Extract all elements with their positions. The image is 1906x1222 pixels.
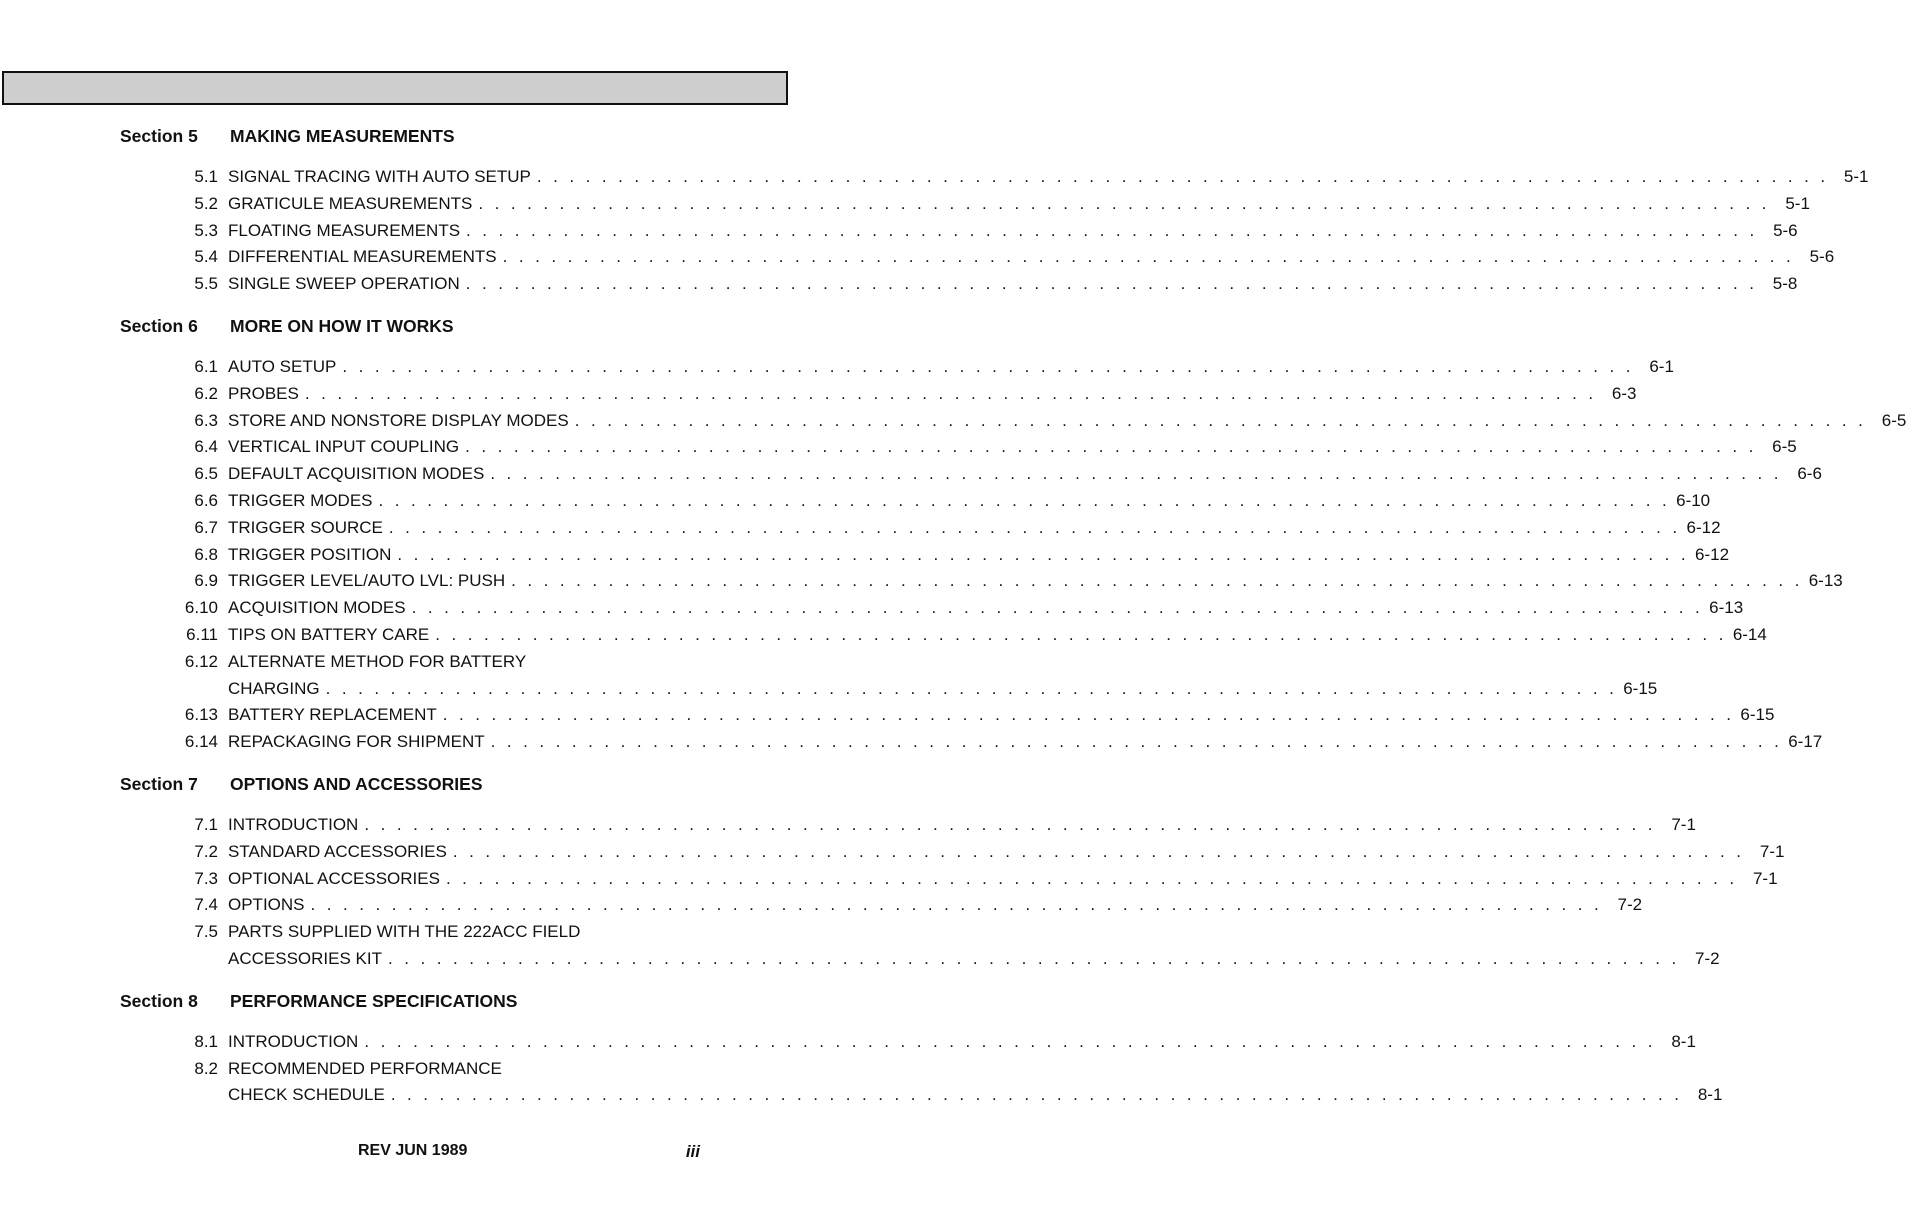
entry-number: 7.5 <box>194 922 218 942</box>
section-title: MORE ON HOW IT WORKS <box>230 315 454 336</box>
dot-leader: . . . . . . . . . . . . . . . . . . . . . . . . . . . . . . . . . . . . . . . . . . . . . . . . . . . . . . . . . . . . . . . . . . . . . . . . . . . . . . . . <box>325 678 1618 698</box>
toc-entry[interactable] <box>120 839 1785 866</box>
revision-date: REV JUN 1989 <box>358 1142 468 1159</box>
toc-entry[interactable] <box>120 812 1696 839</box>
entry-page: 8-1 <box>1671 1031 1696 1051</box>
toc-entry[interactable] <box>120 702 1775 729</box>
entry-title: INTRODUCTION <box>228 814 359 834</box>
entry-page: 6-6 <box>1797 464 1822 484</box>
table-of-contents <box>120 124 1906 1125</box>
entry-number: 7.2 <box>194 841 218 861</box>
entry-page: 7-2 <box>1695 948 1720 968</box>
entry-page: 6-1 <box>1649 356 1674 376</box>
entry-title: OPTIONAL ACCESSORIES <box>228 868 440 888</box>
dot-leader: . . . . . . . . . . . . . . . . . . . . . . . . . . . . . . . . . . . . . . . . . . . . . . . . . . . . . . . . . . . . . . . . . . . . . . . . . . . . . . . . <box>364 1031 1656 1051</box>
section-heading <box>120 314 705 338</box>
entry-number: 6.13 <box>184 705 218 725</box>
section-title: OPTIONS AND ACCESSORIES <box>230 773 483 794</box>
dot-leader: . . . . . . . . . . . . . . . . . . . . . . . . . . . . . . . . . . . . . . . . . . . . . . . . . . . . . . . . . . . . . . . . . . . . . . . . . . . . . . . . <box>536 167 1829 186</box>
entry-number: 6.8 <box>194 544 218 564</box>
entry-number: 5.2 <box>194 193 218 213</box>
toc-entry[interactable] <box>120 515 1721 542</box>
dot-leader: . . . . . . . . . . . . . . . . . . . . . . . . . . . . . . . . . . . . . . . . . . . . . . . . . . . . . . . . . . . . . . . . . . . . . . . . . . . . . . . . <box>387 948 1680 968</box>
section-title: PERFORMANCE SPECIFICATIONS <box>230 990 518 1011</box>
toc-entry[interactable] <box>120 866 1778 893</box>
toc-entry[interactable] <box>120 622 1767 649</box>
entry-number: 5.5 <box>194 274 218 294</box>
entry-title: GRATICULE MEASUREMENTS <box>228 193 473 213</box>
entry-page: 6-5 <box>1881 410 1906 430</box>
entry-title: TRIGGER LEVEL/AUTO LVL: PUSH <box>228 571 506 591</box>
entry-title: VERTICAL INPUT COUPLING <box>228 437 460 457</box>
entry-number: 6.4 <box>194 437 218 457</box>
entry-page: 7-1 <box>1759 841 1785 861</box>
entry-title: TRIGGER MODES <box>228 490 373 510</box>
entry-number: 6.14 <box>184 732 218 752</box>
section-label: Section 7 <box>120 773 198 794</box>
dot-leader: . . . . . . . . . . . . . . . . . . . . . . . . . . . . . . . . . . . . . . . . . . . . . . . . . . . . . . . . . . . . . . . . . . . . . . . . . . . . . . . . <box>445 868 1738 888</box>
toc-entry[interactable] <box>120 408 1906 435</box>
dot-leader: . . . . . . . . . . . . . . . . . . . . . . . . . . . . . . . . . . . . . . . . . . . . . . . . . . . . . . . . . . . . . . . . . . . . . . . . . . . . . . . . <box>390 1085 1683 1105</box>
dot-leader: . . . . . . . . . . . . . . . . . . . . . . . . . . . . . . . . . . . . . . . . . . . . . . . . . . . . . . . . . . . . . . . . . . . . . . . . . . . . . . . . <box>435 624 1727 644</box>
entry-number: 5.1 <box>194 167 218 186</box>
dot-leader: . . . . . . . . . . . . . . . . . . . . . . . . . . . . . . . . . . . . . . . . . . . . . . . . . . . . . . . . . . . . . . . . . . . . . . . . . . . . . . . . <box>364 814 1656 834</box>
dot-leader: . . . . . . . . . . . . . . . . . . . . . . . . . . . . . . . . . . . . . . . . . . . . . . . . . . . . . . . . . . . . . . . . . . . . . . . . . . . . . . . . <box>466 220 1758 240</box>
entry-page: 7-1 <box>1671 814 1696 834</box>
entry-page: 7-2 <box>1617 895 1643 915</box>
dot-leader: . . . . . . . . . . . . . . . . . . . . . . . . . . . . . . . . . . . . . . . . . . . . . . . . . . . . . . . . . . . . . . . . . . . . . . . . . . . . . . . . <box>574 410 1867 430</box>
entry-number: 6.9 <box>194 571 218 591</box>
dot-leader: . . . . . . . . . . . . . . . . . . . . . . . . . . . . . . . . . . . . . . . . . . . . . . . . . . . . . . . . . . . . . . . . . . . . . . . . . . . . . . . . <box>465 274 1758 294</box>
entry-page: 5-1 <box>1843 167 1869 186</box>
dot-leader: . . . . . . . . . . . . . . . . . . . . . . . . . . . . . . . . . . . . . . . . . . . . . . . . . . . . . . . . . . . . . . . . . . . . . . . . . . . . . . . . <box>465 437 1757 457</box>
toc-entry[interactable] <box>120 271 1798 298</box>
entry-page: 6-14 <box>1732 624 1767 644</box>
toc-entry[interactable] <box>120 434 1797 461</box>
entry-page: 6-17 <box>1788 732 1823 752</box>
entry-number: 6.3 <box>194 410 218 430</box>
entry-title: TIPS ON BATTERY CARE <box>228 624 430 644</box>
toc-entry[interactable] <box>120 244 1835 271</box>
entry-title: AUTO SETUP <box>228 356 337 376</box>
entry-number: 6.1 <box>194 356 218 376</box>
toc-entry[interactable] <box>120 892 1643 919</box>
entry-number: 7.3 <box>194 868 218 888</box>
section-entries <box>120 1029 1723 1109</box>
dot-leader: . . . . . . . . . . . . . . . . . . . . . . . . . . . . . . . . . . . . . . . . . . . . . . . . . . . . . . . . . . . . . . . . . . . . . . . . . . . . . . . . <box>342 356 1634 376</box>
toc-entry[interactable] <box>120 164 1869 191</box>
entry-title: STORE AND NONSTORE DISPLAY MODES <box>228 410 569 430</box>
toc-entry[interactable] <box>120 649 1658 703</box>
dot-leader: . . . . . . . . . . . . . . . . . . . . . . . . . . . . . . . . . . . . . . . . . . . . . . . . . . . . . . . . . . . . . . . . . . . . . . . . . . . . . . . . <box>452 841 1745 861</box>
entry-title: PARTS SUPPLIED WITH THE 222ACC FIELD <box>228 922 581 942</box>
entry-page: 6-10 <box>1676 490 1711 510</box>
entry-number: 6.5 <box>194 464 218 484</box>
entry-number: 7.1 <box>194 814 218 834</box>
entry-title: SIGNAL TRACING WITH AUTO SETUP <box>228 167 531 186</box>
dot-leader: . . . . . . . . . . . . . . . . . . . . . . . . . . . . . . . . . . . . . . . . . . . . . . . . . . . . . . . . . . . . . . . . . . . . . . . . . . . . . . . . <box>411 598 1704 618</box>
entry-page: 6-13 <box>1808 571 1843 591</box>
dot-leader: . . . . . . . . . . . . . . . . . . . . . . . . . . . . . . . . . . . . . . . . . . . . . . . . . . . . . . . . . . . . . . . . . . . . . . . . . . . . . . . . <box>490 732 1783 752</box>
entry-title: PROBES <box>228 383 299 403</box>
entry-number: 8.1 <box>194 1031 218 1051</box>
entry-number: 6.10 <box>184 598 218 618</box>
toc-entry[interactable] <box>120 729 1823 756</box>
entry-number: 6.11 <box>186 624 218 644</box>
toc-entry[interactable] <box>120 354 1674 381</box>
entry-page: 5-8 <box>1772 274 1798 294</box>
dot-leader: . . . . . . . . . . . . . . . . . . . . . . . . . . . . . . . . . . . . . . . . . . . . . . . . . . . . . . . . . . . . . . . . . . . . . . . . . . . . . . . . <box>304 383 1597 403</box>
entry-page: 6-12 <box>1695 544 1730 564</box>
entry-page: 6-15 <box>1623 678 1658 698</box>
entry-title: RECOMMENDED PERFORMANCE <box>228 1058 502 1078</box>
entry-title: CHECK SCHEDULE <box>228 1085 385 1105</box>
dot-leader: . . . . . . . . . . . . . . . . . . . . . . . . . . . . . . . . . . . . . . . . . . . . . . . . . . . . . . . . . . . . . . . . . . . . . . . . . . . . . . . . <box>378 490 1671 510</box>
page-number: iii <box>685 1142 700 1161</box>
toc-entry[interactable] <box>120 919 1720 973</box>
entry-number: 5.3 <box>194 220 218 240</box>
entry-page: 6-12 <box>1686 517 1721 537</box>
dot-leader: . . . . . . . . . . . . . . . . . . . . . . . . . . . . . . . . . . . . . . . . . . . . . . . . . . . . . . . . . . . . . . . . . . . . . . . . . . . . . . . . <box>511 571 1803 591</box>
entry-title: REPACKAGING FOR SHIPMENT <box>228 732 485 752</box>
section-label: Section 8 <box>120 990 198 1011</box>
entry-number: 6.6 <box>194 490 218 510</box>
entry-title: ALTERNATE METHOD FOR BATTERY <box>228 651 527 671</box>
entry-page: 6-5 <box>1772 437 1797 457</box>
section-entries <box>120 164 1869 298</box>
toc-entry[interactable] <box>120 568 1843 595</box>
entry-title: CHARGING <box>228 678 320 698</box>
dot-leader: . . . . . . . . . . . . . . . . . . . . . . . . . . . . . . . . . . . . . . . . . . . . . . . . . . . . . . . . . . . . . . . . . . . . . . . . . . . . . . . . <box>310 895 1603 915</box>
dot-leader: . . . . . . . . . . . . . . . . . . . . . . . . . . . . . . . . . . . . . . . . . . . . . . . . . . . . . . . . . . . . . . . . . . . . . . . . . . . . . . . . <box>397 544 1689 564</box>
header-bar <box>2 71 788 105</box>
section-heading <box>120 772 705 796</box>
entry-title: BATTERY REPLACEMENT <box>228 705 437 725</box>
toc-entry[interactable] <box>120 1056 1723 1110</box>
dot-leader: . . . . . . . . . . . . . . . . . . . . . . . . . . . . . . . . . . . . . . . . . . . . . . . . . . . . . . . . . . . . . . . . . . . . . . . . . . . . . . . . <box>388 517 1681 537</box>
toc-entry[interactable] <box>120 381 1637 408</box>
entry-number: 8.2 <box>194 1058 218 1078</box>
dot-leader: . . . . . . . . . . . . . . . . . . . . . . . . . . . . . . . . . . . . . . . . . . . . . . . . . . . . . . . . . . . . . . . . . . . . . . . . . . . . . . . . <box>442 705 1735 725</box>
section-title: MAKING MEASUREMENTS <box>230 126 455 146</box>
dot-leader: . . . . . . . . . . . . . . . . . . . . . . . . . . . . . . . . . . . . . . . . . . . . . . . . . . . . . . . . . . . . . . . . . . . . . . . . . . . . . . . . <box>490 464 1782 484</box>
section-label: Section 5 <box>120 126 198 146</box>
entry-number: 6.7 <box>194 517 218 537</box>
entry-title: DIFFERENTIAL MEASUREMENTS <box>228 247 497 267</box>
entry-page: 7-1 <box>1752 868 1778 888</box>
entry-number: 6.2 <box>194 383 218 403</box>
entry-title: TRIGGER SOURCE <box>228 517 383 537</box>
section-entries <box>120 812 1785 973</box>
dot-leader: . . . . . . . . . . . . . . . . . . . . . . . . . . . . . . . . . . . . . . . . . . . . . . . . . . . . . . . . . . . . . . . . . . . . . . . . . . . . . . . . <box>502 247 1795 267</box>
section-label: Section 6 <box>120 315 198 336</box>
entry-number: 7.4 <box>194 895 218 915</box>
toc-entry[interactable] <box>120 1029 1696 1056</box>
toc-entry[interactable] <box>120 488 1711 515</box>
entry-title: DEFAULT ACQUISITION MODES <box>228 464 485 484</box>
toc-entry[interactable] <box>120 461 1822 488</box>
toc-entry[interactable] <box>120 542 1730 569</box>
toc-entry[interactable] <box>120 595 1744 622</box>
section-entries <box>120 354 1906 756</box>
toc-entry[interactable] <box>120 191 1810 218</box>
entry-page: 6-3 <box>1611 383 1637 403</box>
section-heading <box>120 124 705 148</box>
entry-page: 8-1 <box>1697 1085 1723 1105</box>
dot-leader: . . . . . . . . . . . . . . . . . . . . . . . . . . . . . . . . . . . . . . . . . . . . . . . . . . . . . . . . . . . . . . . . . . . . . . . . . . . . . . . . <box>478 193 1770 213</box>
section-heading <box>120 989 705 1013</box>
entry-title: ACQUISITION MODES <box>228 598 406 618</box>
entry-page: 5-6 <box>1773 220 1798 240</box>
entry-page: 5-1 <box>1785 193 1810 213</box>
entry-number: 5.4 <box>194 247 218 267</box>
entry-number: 6.12 <box>184 651 218 671</box>
entry-title: FLOATING MEASUREMENTS <box>228 220 461 240</box>
entry-title: INTRODUCTION <box>228 1031 359 1051</box>
entry-page: 6-13 <box>1709 598 1744 618</box>
entry-page: 5-6 <box>1809 247 1835 267</box>
entry-title: ACCESSORIES KIT <box>228 948 382 968</box>
toc-entry[interactable] <box>120 218 1798 245</box>
entry-title: STANDARD ACCESSORIES <box>228 841 447 861</box>
entry-title: TRIGGER POSITION <box>228 544 392 564</box>
entry-page: 6-15 <box>1740 705 1775 725</box>
entry-title: OPTIONS <box>228 895 305 915</box>
entry-title: SINGLE SWEEP OPERATION <box>228 274 460 294</box>
